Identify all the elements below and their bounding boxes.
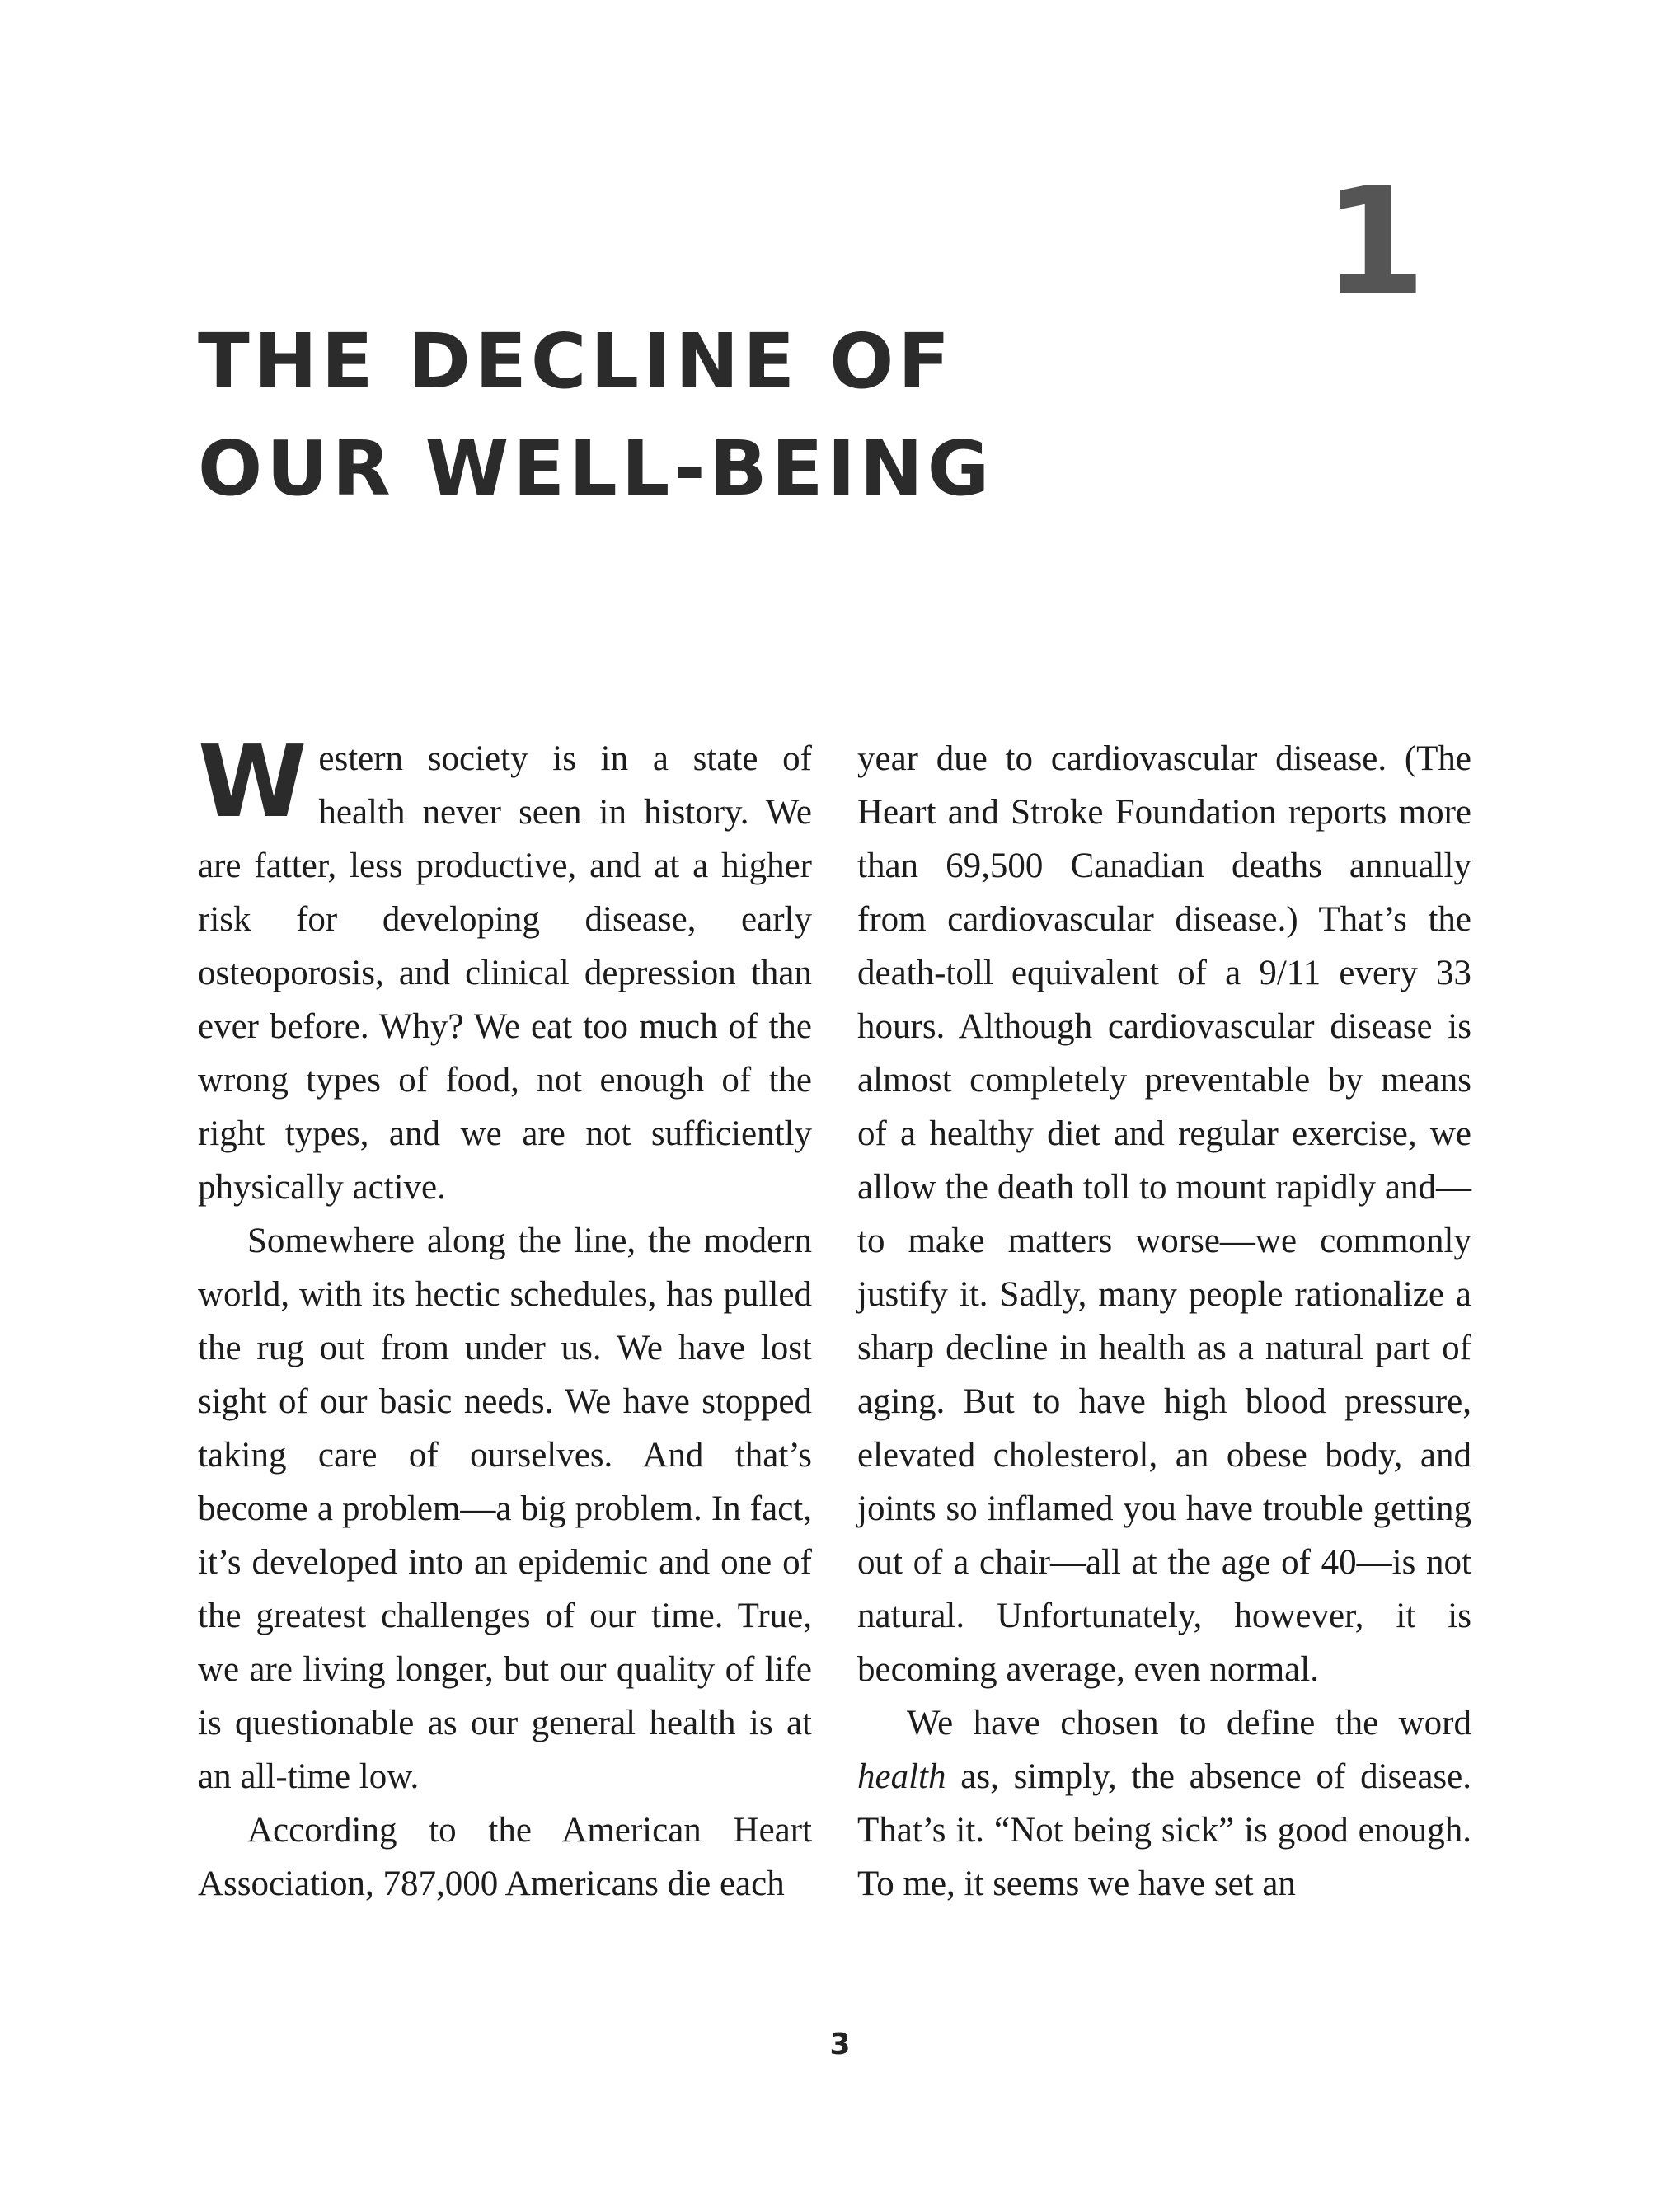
chapter-title-line-2: OUR WELL-BEING [198,424,994,513]
paragraph-modern-world: Somewhere along the line, the modern world, with its hectic schedules, has pulled the rug out from under us. We have lost sight of our basic needs. We have stopped taking care of ourselves. And that’s become a problem—a big problem. In fact, it’s developed into an epidemic and one of the greatest challenges of our time. True, we are living longer, but our quality of life is questionable as our general health is at an all-time low. [198,1222,812,1796]
drop-cap: W [198,725,307,840]
paragraph-opening-text: estern society is in a state of health never seen in history. We are fatter, less productive, and at a higher risk for developing disease, early osteoporosis, and clinical depression than ever before. Why? We eat too much of the wrong types of food, not enough of the right types, and we are not sufficiently physically active. [198,739,812,1207]
define-health-italic-word: health [857,1757,946,1796]
define-health-text-end: as, simply, the absence of disease. That’s it. “Not being sick” is good enough. To me, it seems we have set an [857,1757,1471,1903]
define-health-text-start: We have chosen to define the word [907,1704,1471,1742]
page-number: 3 [829,2028,851,2061]
paragraph-heart-association: According to the American Heart Association, 787,000 Americans die each [198,1811,812,1903]
paragraph-cardiovascular-continued: year due to cardiovascular disease. (The Heart and Stroke Foundation reports more than 69,500 Canadian deaths annually from cardiovascular disease.) That’s the death-toll equivalent of a 9/11 every 33 hours. Although cardiovascular disease is almost completely preventable by means of a healthy diet and regular exercise, we allow the death toll to mount rapidly and—to make matters worse—we commonly justify it. Sadly, many people rationalize a sharp decline in health as a natural part of aging. But to have high blood pressure, elevated cholesterol, an obese body, and joints so inflamed you have trouble getting out of a chair—all at the age of 40—is not natural. Unfortunately, however, it is becoming average, even normal. [857,739,1471,1689]
chapter-title [198,308,993,523]
chapter-title-line-1: THE DECLINE OF [198,317,955,406]
chapter-number: 1 [1322,157,1426,329]
paragraph-opening [198,725,812,1214]
paragraph-define-health [857,1696,1471,1911]
left-text-column [198,725,812,1911]
right-text-column [857,732,1471,1911]
